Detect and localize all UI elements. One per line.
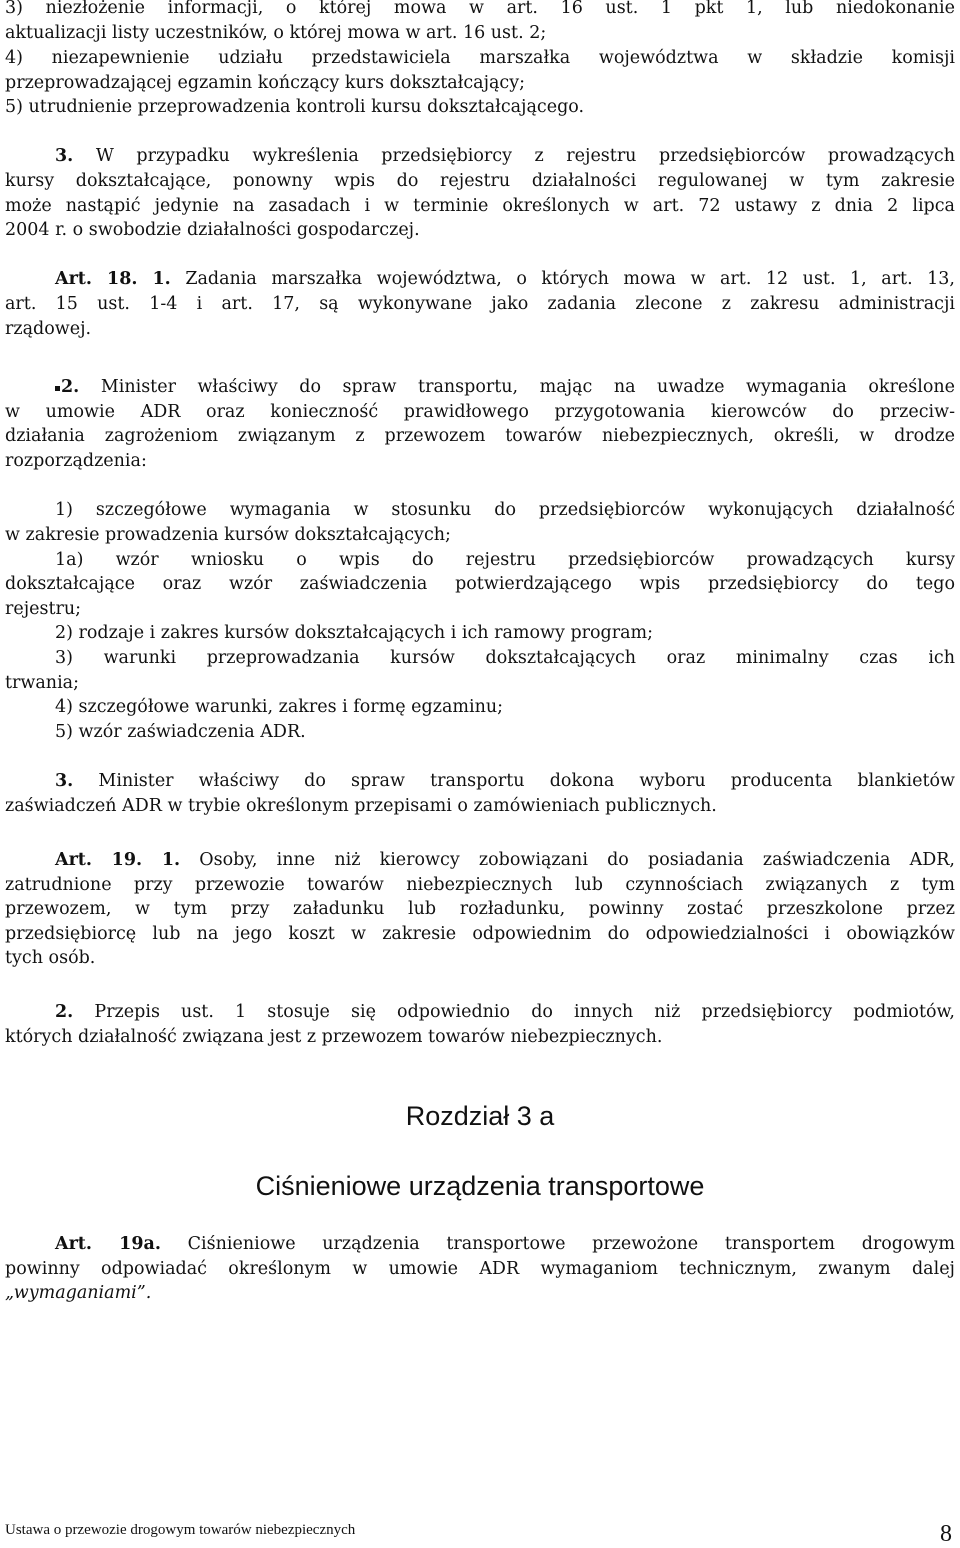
text-line: działania zagrożeniom związanym z przewozem towarów niebezpiecznych, określi, w drodze xyxy=(5,426,955,446)
text-line: W przypadku wykreślenia przedsiębiorcy z rejestru przedsiębiorców prowadzących xyxy=(95,146,955,166)
paragraph-number: 3. xyxy=(55,146,74,166)
text-line: których działalność związana jest z przewozem towarów niebezpiecznych. xyxy=(5,1027,663,1047)
text-line: tych osób. xyxy=(5,948,96,968)
text-line: 2004 r. o swobodzie działalności gospodarczej. xyxy=(5,220,420,240)
paragraph-3-first-line xyxy=(5,144,955,169)
text-line: Minister właściwy do spraw transportu dokona wyboru producenta blankietów xyxy=(98,771,955,791)
article-18-para-3-first-line xyxy=(5,769,955,794)
article-18-para-2-first-line xyxy=(5,375,955,400)
text-line: 5) utrudnienie przeprowadzenia kontroli kursu dokształcającego. xyxy=(5,97,585,117)
text-line: Przepis ust. 1 stosuje się odpowiednio do innych niż przedsiębiorcy podmiotów, xyxy=(94,1002,955,1022)
text-line: może nastąpić jedynie na zasadach i w terminie określonych w art. 72 ustawy z dnia 2 lipca xyxy=(5,196,955,216)
paragraph-number: 2. xyxy=(55,1002,74,1022)
text-line: trwania; xyxy=(5,673,80,693)
article-label: Art. 18. 1. xyxy=(55,269,171,289)
paragraph-number: 2. xyxy=(61,377,80,397)
chapter-number: Rozdział 3 a xyxy=(405,1101,555,1131)
list-item: 1) szczegółowe wymagania w stosunku do przedsiębiorców wykonujących działalność xyxy=(55,500,955,520)
article-18-first-line xyxy=(5,267,955,292)
list-item: 3) warunki przeprowadzania kursów dokształcających oraz minimalny czas ich xyxy=(55,648,955,668)
text-line: zatrudnione przy przewozie towarów niebezpiecznych lub czynnościach związanych z tym xyxy=(5,875,955,895)
text-line: przewozem, w tym przy załadunku lub rozładunku, powinny zostać przeszkolone przez xyxy=(5,899,955,919)
text-line: aktualizacji listy uczestników, o której mowa w art. 16 ust. 2; xyxy=(5,23,547,43)
list-item: 2) rodzaje i zakres kursów dokształcających i ich ramowy program; xyxy=(55,623,654,643)
text-line: Osoby, inne niż kierowcy zobowiązani do posiadania zaświadczenia ADR, xyxy=(199,850,955,870)
text-line: dokształcające oraz wzór zaświadczenia potwierdzającego wpis przedsiębiorcy do tego xyxy=(5,574,955,594)
text-line: powinny odpowiadać określonym w umowie ADR wymaganiom technicznym, zwanym dalej xyxy=(5,1259,955,1279)
text-line: w umowie ADR oraz konieczność prawidłowego przygotowania kierowców do przeciw- xyxy=(5,402,955,422)
text-line: przeprowadzającej egzamin kończący kurs dokształcający; xyxy=(5,73,526,93)
text-line: Zadania marszałka województwa, o których mowa w art. 12 ust. 1, art. 13, xyxy=(185,269,955,289)
text-line: w zakresie prowadzenia kursów dokształcających; xyxy=(5,525,451,545)
text-line: rejestru; xyxy=(5,599,82,619)
list-item: 1a) wzór wniosku o wpis do rejestru przedsiębiorców prowadzących kursy xyxy=(55,550,955,570)
list-item: 4) szczegółowe warunki, zakres i formę egzaminu; xyxy=(55,697,504,717)
text-line: rozporządzenia: xyxy=(5,451,147,471)
text-line: Minister właściwy do spraw transportu, mając na uwadze wymagania określone xyxy=(100,377,955,397)
page-number: 8 xyxy=(940,1521,952,1547)
square-marker-icon xyxy=(55,386,60,391)
text-line: rządowej. xyxy=(5,319,92,339)
footer-title: Ustawa o przewozie drogowym towarów niebezpiecznych xyxy=(5,1522,356,1538)
article-19a-first-line xyxy=(5,1232,955,1257)
text-line: przedsiębiorcę lub na jego koszt w zakresie odpowiednim do odpowiedzialności i obowiązków xyxy=(5,924,955,944)
text-line: 4) niezapewnienie udziału przedstawiciela marszałka województwa w składzie komisji xyxy=(5,48,955,68)
article-19-first-line xyxy=(5,848,955,873)
text-line: Ciśnieniowe urządzenia transportowe przewożone transportem drogowym xyxy=(187,1234,955,1254)
article-19-para-2-first-line xyxy=(5,1000,955,1025)
text-line: zaświadczeń ADR w trybie określonym przepisami o zamówieniach publicznych. xyxy=(5,796,717,816)
list-item: 5) wzór zaświadczenia ADR. xyxy=(55,722,306,742)
text-line: 3) niezłożenie informacji, o której mowa w art. 16 ust. 1 pkt 1, lub niedokonanie xyxy=(5,0,955,18)
text-line: kursy dokształcające, ponowny wpis do rejestru działalności regulowanej w tym zakresie xyxy=(5,171,955,191)
paragraph-number: 3. xyxy=(55,771,74,791)
article-label: Art. 19a. xyxy=(55,1234,161,1254)
chapter-title: Ciśnieniowe urządzenia transportowe xyxy=(255,1171,705,1201)
text-line: „wymaganiami”. xyxy=(5,1283,152,1303)
text-line: art. 15 ust. 1-4 i art. 17, są wykonywane jako zadania zlecone z zakresu administracji xyxy=(5,294,955,314)
article-label: Art. 19. 1. xyxy=(55,850,181,870)
